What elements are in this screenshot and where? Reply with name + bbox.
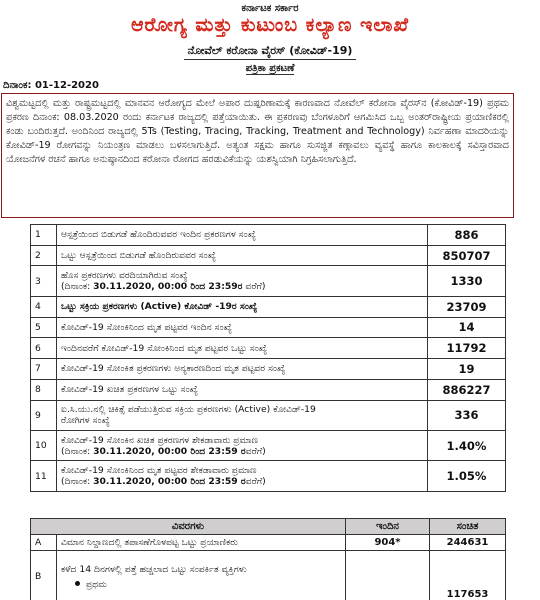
row-number: 10 bbox=[31, 430, 57, 460]
row-value: 19 bbox=[428, 359, 506, 380]
bullet-icon bbox=[75, 581, 80, 586]
row-label-line1: ಐ.ಸಿ.ಯು.ನಲ್ಲಿ ಚಿಕಿತ್ಸೆ ಪಡೆಯುತ್ತಿರುವ ಸಕ್ರಿಯ ಪ್ರಕರಣಗಳು (Active) ಕೋವಿಡ್-19 bbox=[61, 404, 316, 416]
row-label bbox=[57, 551, 346, 600]
row-cumulative: 117653 bbox=[430, 551, 506, 600]
row-label-line1: ಕೋವಿಡ್-19 ಸೋಂಕಿನ ಖಚಿತ ಪ್ರಕರಣಗಳ ಶೇಕಡಾವಾರು ಪ್ರಮಾಣ bbox=[61, 434, 259, 446]
row-label: ಕೋವಿಡ್-19 ಸೋಂಕಿನಿಂದ ಮೃತ ಪಟ್ಟವರ ಇಂದಿನ ಸಂಖ್ಯೆ bbox=[57, 317, 428, 338]
row-today bbox=[346, 551, 430, 600]
row-value: 1.40% bbox=[428, 430, 506, 460]
table-row bbox=[31, 317, 506, 338]
press-release-title bbox=[0, 63, 540, 74]
row-number: 5 bbox=[31, 317, 57, 338]
row-number: 7 bbox=[31, 359, 57, 380]
row-label-line1: ಹೊಸ ಪ್ರಕರಣಗಳು ವರದಿಯಾಗಿರುವ ಸಂಖ್ಯೆ bbox=[61, 270, 188, 282]
row-label-line1: ಕೋವಿಡ್-19 ಸೋಂಕಿನಿಂದ ಮೃತ ಪಟ್ಟವರ ಶೇಕಡಾವಾರು ಪ್ರಮಾಣ bbox=[61, 465, 257, 477]
row-number: 2 bbox=[31, 245, 57, 266]
table-row bbox=[31, 338, 506, 359]
row-label: ಒಟ್ಟು ಆಸ್ಪತ್ರೆಯಿಂದ ಬಿಡುಗಡೆ ಹೊಂದಿರುವವರ ಸಂಖ್ಯೆ bbox=[57, 245, 428, 266]
row-key: A bbox=[31, 535, 57, 551]
date-label: ದಿನಾಂಕ: bbox=[3, 80, 32, 91]
table-row bbox=[31, 430, 506, 460]
row-today: 904* bbox=[346, 535, 430, 551]
header-cumulative: ಸಂಚಿತ bbox=[430, 519, 506, 535]
row-label bbox=[57, 266, 428, 296]
row-value: 850707 bbox=[428, 245, 506, 266]
table-row bbox=[31, 266, 506, 296]
row-value: 336 bbox=[428, 400, 506, 430]
subject-title bbox=[0, 44, 540, 60]
stats-table bbox=[30, 224, 506, 492]
table-row bbox=[31, 379, 506, 400]
header-details: ವಿವರಗಳು bbox=[31, 519, 346, 535]
row-value: 1.05% bbox=[428, 461, 506, 492]
row-label: ಕೋವಿಡ್-19 ಸೋಂಕಿತ ಪ್ರಕರಣಗಳು ಅನ್ಯಕಾರಣದಿಂದ ಮೃತ ಪಟ್ಟವರ ಸಂಖ್ಯೆ bbox=[57, 359, 428, 380]
row-number: 9 bbox=[31, 400, 57, 430]
table-row bbox=[31, 535, 506, 551]
row-number: 6 bbox=[31, 338, 57, 359]
table-row bbox=[31, 400, 506, 430]
table-row bbox=[31, 551, 506, 600]
row-label: ಆಸ್ಪತ್ರೆಯಿಂದ ಬಿಡುಗಡೆ ಹೊಂದಿರುವವರ ಇಂದಿನ ಪ್ರಕರಣಗಳ ಸಂಖ್ಯೆ bbox=[57, 225, 428, 246]
table-header-row bbox=[31, 519, 506, 535]
row-label bbox=[57, 430, 428, 460]
row-value: 11792 bbox=[428, 338, 506, 359]
government-name: ಕರ್ನಾಟಕ ಸರ್ಕಾರ bbox=[241, 3, 299, 14]
table-row bbox=[31, 359, 506, 380]
row-number: 8 bbox=[31, 379, 57, 400]
row-label bbox=[57, 400, 428, 430]
table-row bbox=[31, 225, 506, 246]
row-value: 14 bbox=[428, 317, 506, 338]
row-label-line2: (ದಿನಾಂಕ: 30.11.2020, 00:00 ರಿಂದ 23:59ರ ವರೆಗೆ) bbox=[61, 281, 266, 293]
row-value: 23709 bbox=[428, 296, 506, 317]
date-line bbox=[3, 80, 99, 91]
header-today: ಇಂದಿನ bbox=[346, 519, 430, 535]
date-value: 01-12-2020 bbox=[34, 80, 99, 91]
row-label: ವಿಮಾನ ನಿಲ್ದಾಣದಲ್ಲಿ ತಪಾಸಣೆಗೊಳಪಟ್ಟ ಒಟ್ಟು ಪ್ರಯಾಣಿಕರು bbox=[57, 535, 346, 551]
row-value: 886 bbox=[428, 225, 506, 246]
row-label-line2: ರೋಗಿಗಳ ಸಂಖ್ಯೆ bbox=[61, 415, 110, 427]
row-label: ಇಂದಿನವರೆಗೆ ಕೋವಿಡ್-19 ಸೋಂಕಿನಿಂದ ಮೃತ ಪಟ್ಟವರ ಒಟ್ಟು ಸಂಖ್ಯೆ bbox=[57, 338, 428, 359]
row-label-line2: ಪ್ರಥಮ bbox=[61, 579, 341, 590]
row-label-line2: (ದಿನಾಂಕ: 30.11.2020, 00:00 ರಿಂದ 23:59 ರವರೆಗೆ) bbox=[61, 445, 266, 457]
row-number: 1 bbox=[31, 225, 57, 246]
press-release-text: ಪತ್ರಿಕಾ ಪ್ರಕಟಣೆ bbox=[245, 63, 295, 74]
row-key: B bbox=[31, 551, 57, 600]
row-number: 4 bbox=[31, 296, 57, 317]
row-label-line1: ಕಳೆದ 14 ದಿನಗಳಲ್ಲಿ ಪತ್ತೆ ಹಚ್ಚಲಾದ ಒಟ್ಟು ಸಂಪರ್ಕಿತ ವ್ಯಕ್ತಿಗಳು bbox=[61, 563, 247, 575]
row-cumulative: 244631 bbox=[430, 535, 506, 551]
row-label: ಕೋವಿಡ್-19 ಖಚಿತ ಪ್ರಕರಣಗಳ ಒಟ್ಟು ಸಂಖ್ಯೆ bbox=[57, 379, 428, 400]
row-label: ಒಟ್ಟು ಸಕ್ರಿಯ ಪ್ರಕರಣಗಳು (Active) ಕೋವಿಡ್ -19ರ ಸಂಖ್ಯೆ bbox=[57, 296, 428, 317]
row-value: 886227 bbox=[428, 379, 506, 400]
row-number: 11 bbox=[31, 461, 57, 492]
row-label-line2: (ದಿನಾಂಕ: 30.11.2020, 00:00 ರಿಂದ 23:59 ರವರೆಗೆ) bbox=[61, 476, 266, 488]
row-label bbox=[57, 461, 428, 492]
subject-text: ನೋವೆಲ್ ಕರೋನಾ ವೈರಸ್ (ಕೋವಿಡ್-19) bbox=[184, 44, 357, 60]
row-value: 1330 bbox=[428, 266, 506, 296]
intro-paragraph: ವಿಶ್ವಮಟ್ಟದಲ್ಲಿ ಮತ್ತು ರಾಷ್ಟ್ರಮಟ್ಟದಲ್ಲಿ ಮಾನವನ ಆರೋಗ್ಯದ ಮೇಲೆ ಅಪಾರ ದುಷ್ಪರಿಣಾಮಕ್ಕೆ ಕಾರಣವಾದ ನೋವೆಲ್ ಕರೋನಾ ವೈರಸ್‌ನ (ಕೋವಿಡ್-19) ಪ್ರಥಮ ಪ್ರಕರಣ ದಿನಾಂಕ: 08.03.2020 ರಂದು ಕರ್ನಾಟಕ ರಾಜ್ಯದಲ್ಲಿ ಪತ್ತೆಯಾಯಿತು. ಈ ಪ್ರಕರಣವು ಬೆಂಗಳೂರಿಗೆ ಆಗಮಿಸಿದ ಒಬ್ಬ ಅಂತರ್‌ರಾಷ್ಟ್ರೀಯ ಪ್ರಯಾಣಿಕರಲ್ಲಿ ಕಂಡು ಬಂದಿರುತ್ತದೆ. ಅಂದಿನಿಂದ ರಾಜ್ಯದಲ್ಲಿ 5Ts (Testing, Tracing, Tracking, Treatment and Technology) ನಿರ್ವಹಣಾ ಮಾದರಿಯನ್ನು ಕೋವಿಡ್-19 ರೋಗವನ್ನು ನಿಯಂತ್ರಣ ಮಾಡಲು ಬಳಸಲಾಗುತ್ತಿದೆ. ಅತ್ಯಂತ ಸಕ್ಷಮ ಹಾಗೂ ಸುಸಜ್ಜಿತ ಕಣ್ಗಾವಲು ವ್ಯವಸ್ಥೆ ಹಾಗೂ ಕಾಲಕಾಲಕ್ಕೆ ಸವಿಸ್ತಾರವಾದ ಯೋಜನೆಗಳ ರಚನೆ ಹಾಗೂ ಅನುಷ್ಠಾನದಿಂದ ಕರೋನಾ ರೋಗದ ಹರಡುವಿಕೆಯನ್ನು ಯಶಸ್ವಿಯಾಗಿ ನಿಗ್ರಹಿಸಲಾಗುತ್ತಿದೆ. bbox=[1, 93, 514, 218]
department-title: ಆರೋಗ್ಯ ಮತ್ತು ಕುಟುಂಬ ಕಲ್ಯಾಣ ಇಲಾಖೆ bbox=[130, 14, 410, 36]
table-row bbox=[31, 245, 506, 266]
summary-table bbox=[30, 518, 506, 600]
table-row bbox=[31, 296, 506, 317]
table-row bbox=[31, 461, 506, 492]
row-number: 3 bbox=[31, 266, 57, 296]
